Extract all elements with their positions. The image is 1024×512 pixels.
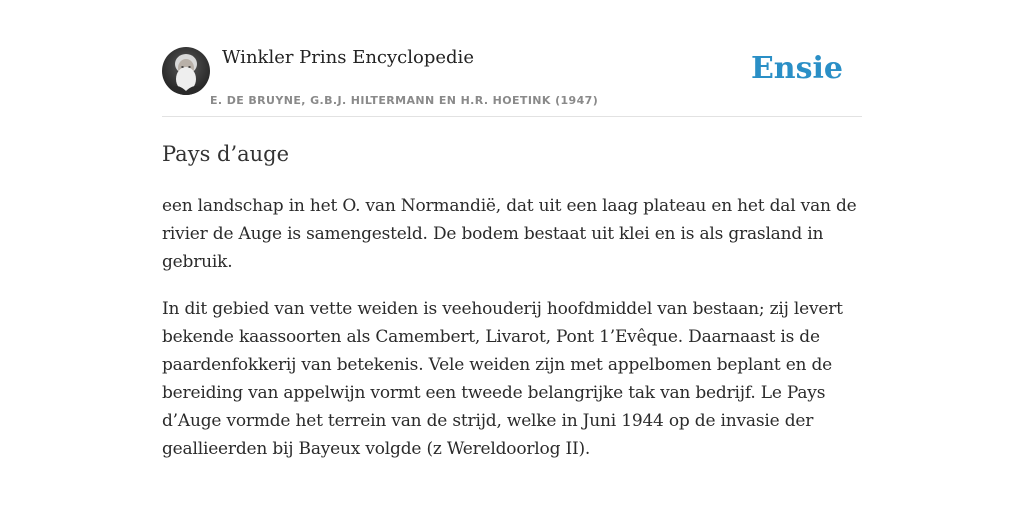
- ensie-logo-link[interactable]: Ensie: [750, 51, 843, 86]
- author-portrait-icon: [162, 47, 210, 95]
- source-header: [162, 0, 862, 117]
- source-title[interactable]: Winkler Prins Encyclopedie: [222, 47, 474, 68]
- entry-title: Pays d’auge: [162, 142, 290, 166]
- body-paragraph: In dit gebied van vette weiden is veehouderij hoofdmiddel van bestaan; zij levert bekende kaassoorten als Camembert, Livarot, Pont 1’Evêque. Daarnaast is de paardenfokkerij van betekenis. Vele weiden zijn met appelbomen beplant en de bereiding van appelwijn vormt een tweede belangrijke tak van bedrijf. Le Pays d’Auge vormde het terrein van de strijd, welke in Juni 1944 op de invasie der geallieerden bij Bayeux volgde (z Wereldoorlog II).: [162, 299, 843, 459]
- body-paragraph: een landschap in het O. van Normandië, dat uit een laag plateau en het dal van de rivier de Auge is samengesteld. De bodem bestaat uit klei en is als grasland in gebruik.: [162, 196, 857, 272]
- page: [162, 0, 862, 512]
- source-authors: E. DE BRUYNE, G.B.J. HILTERMANN EN H.R. HOETINK (1947): [210, 94, 599, 107]
- entry-body: [162, 192, 862, 482]
